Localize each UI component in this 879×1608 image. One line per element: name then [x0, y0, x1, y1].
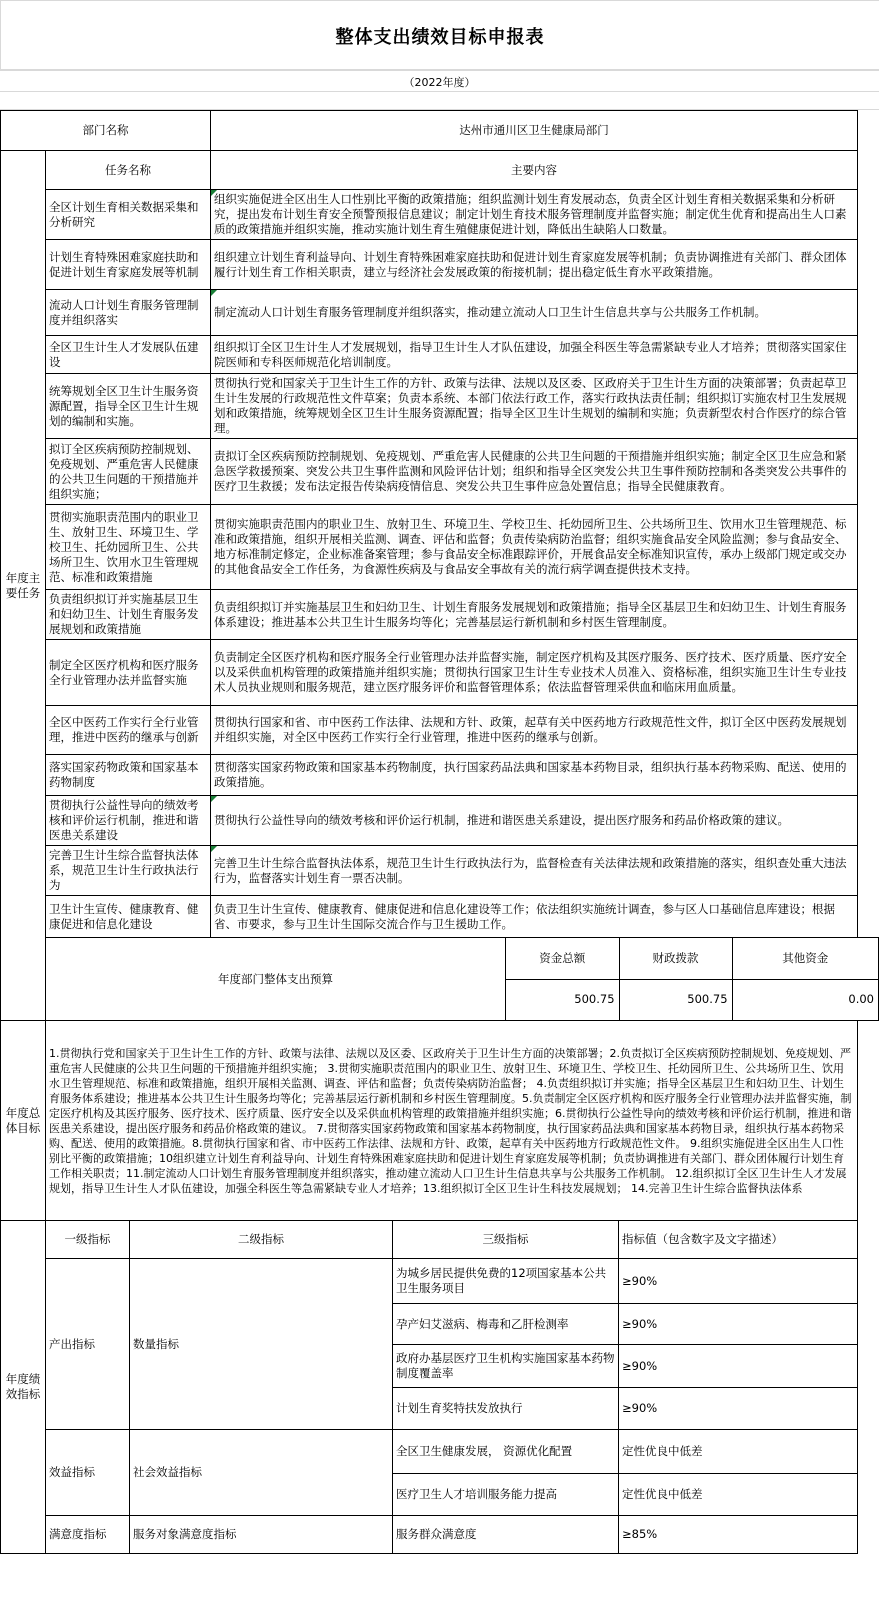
perf-satisfaction-level2: 服务对象满意度指标	[130, 1516, 393, 1554]
task-name: 全区卫生计生人才发展队伍建设	[46, 336, 211, 374]
overall-goal-text: 1.贯彻执行党和国家关于卫生计生工作的方针、政策与法律、法规以及区委、区政府关于卫生计生方面的决策部署；2.负责拟订全区疾病预防控制规划、免疫规划、严重危害人民健康的公共卫生问题的干预措施并组织实施； 3.贯彻实施职责范围内的职业卫生、放射卫生、环境卫生、学校卫生、托幼园所卫生、公共场所卫生、饮用水卫生管理规范、标准和政策措施，组织开展相关监测、调查、评估和监督；负责传染病防治监督； 4.负责组织拟订并实施；指导全区基层卫生和妇幼卫生、计划生育服务体系建设；推进基本公共卫生计生服务均等化；完善基层运行新机制和乡村医生管理制度。5.负责制定全区医疗机构和医疗服务全行业管理办法并监督实施，制定医疗机构及其医疗服务、医疗技术、医疗质量、医疗安全以及采供血机构管理的政策措施并组织实施；6.贯彻执行公益性导向的绩效考核和评价运行机制，推进和谐医患关系建设，提出医疗服务和药品价格政策的建议。 7.贯彻落实国家药物政策和国家基本药物制度，执行国家药品法典和国家基本药物目录，组织执行基本药物采购、配送、使用的政策措施。8.贯彻执行国家和省、市中医药工作法律、法规和方针、政策，起草有关中医药地方行政规范性文件。 9.组织实施促进全区出生人口性别比平衡的政策措施；10组织建立计划生育利益导向、计划生育特殊困难家庭扶助和促进计划生育家庭发展等机制；负责协调推进有关部门、群众团体履行计划生育工作相关职责；11.制定流动人口计划生育服务管理制度并组织落实，推动建立流动人口卫生计生信息共享与公共服务工作机制。 12.组织拟订全区卫生计生人才发展规划，指导卫生计生人才队伍建设，加强全科医生等急需紧缺专业人才培养；13.组织拟订全区卫生计生科技发展规划； 14.完善卫生计生综合监督执法体系	[46, 1021, 858, 1221]
perf-indicator: 孕产妇艾滋病、梅毒和乙肝检测率	[393, 1304, 619, 1345]
task-row	[1, 755, 879, 796]
task-content: 贯彻执行党和国家关于卫生计生工作的方针、政策与法律、法规以及区委、区政府关于卫生计生方面的决策部署；负责起草卫生计生发展的行政规范性文件草案；负责本系统、本部门依法行政工作，落实行政执法责任制；组织拟订实施农村卫生发展规划和政策措施，统筹规划全区卫生计生服务资源配置；指导全区卫生计生规划的编制和实施；负责新型农村合作医疗的综合管理。	[211, 374, 858, 439]
dept-value: 达州市通川区卫生健康局部门	[211, 111, 858, 151]
perf-output-level2: 数量指标	[130, 1259, 393, 1430]
budget-total-value: 500.75	[506, 979, 619, 1020]
task-content: 贯彻执行国家和省、市中医药工作法律、法规和方针、政策，起草有关中医药地方行政规范性文件，拟订全区中医药发展规划并组织实施，对全区中医药工作实行全行业管理，推进中医药的继承与创新。	[211, 706, 858, 755]
task-row	[1, 590, 879, 640]
task-name: 统筹规划全区卫生计生服务资源配置，指导全区卫生计生规划的编制和实施。	[46, 374, 211, 439]
perf-indicator: 全区卫生健康发展， 资源优化配置	[393, 1430, 619, 1474]
task-content: 完善卫生计生综合监督执法体系，规范卫生计生行政执法行为，监督检查有关法律法规和政策措施的落实，组织查处重大违法行为，监督落实计划生育一票否决制。	[211, 846, 858, 896]
task-content: 负责组织拟订并实施基层卫生和妇幼卫生、计划生育服务发展规划和政策措施；指导全区基层卫生和妇幼卫生、计划生育服务体系建设；推进基本公共卫生计生服务均等化；完善基层运行新机制和乡村医生管理制度。	[211, 590, 858, 640]
dept-row	[1, 111, 879, 151]
task-content: 组织实施促进全区出生人口性别比平衡的政策措施；组织监测计划生育发展动态，负责全区计划生育相关数据采集和分析研究，提出发布计划生育安全预警预报信息建议；制定计划生育技术服务管理制度并监督实施；制定优生优育和提高出生人口素质的政策措施并组织实施，推动实施计划生育生殖健康促进计划，降低出生缺陷人口数量。	[211, 190, 858, 240]
budget-figures	[506, 938, 879, 1021]
task-row	[1, 706, 879, 755]
task-row	[1, 896, 879, 938]
task-header: 任务名称	[46, 151, 211, 190]
perf-value: ≥90%	[619, 1388, 858, 1430]
task-row	[1, 190, 879, 240]
spacer-row	[0, 92, 879, 110]
perf-header-level1: 一级指标	[46, 1221, 130, 1259]
task-name: 流动人口计划生育服务管理制度并组织落实	[46, 290, 211, 336]
perf-benefit-level2: 社会效益指标	[130, 1430, 393, 1516]
year-row	[0, 70, 879, 92]
perf-header-level2: 二级指标	[130, 1221, 393, 1259]
form-title: 整体支出绩效目标申报表	[335, 27, 545, 48]
perf-indicator: 医疗卫生人才培训服务能力提高	[393, 1474, 619, 1516]
task-name: 全区计划生育相关数据采集和分析研究	[46, 190, 211, 240]
task-name: 完善卫生计生综合监督执法体系，规范卫生计生行政执法行为	[46, 846, 211, 896]
task-row	[1, 846, 879, 896]
task-content: 负责卫生计生宣传、健康教育、健康促进和信息化建设等工作；依法组织实施统计调查，参与区人口基础信息库建设；根据省、市要求，参与卫生计生国际交流合作与卫生援助工作。	[211, 896, 858, 938]
perf-indicator: 服务群众满意度	[393, 1516, 619, 1554]
task-content: 责拟订全区疾病预防控制规划、免疫规划、严重危害人民健康的公共卫生问题的干预措施并组织实施；制定全区卫生应急和紧急医学救援预案、突发公共卫生事件监测和风险评估计划；组织和指导全区突发公共卫生事件预防控制和各类突发公共事件的医疗卫生救援；发布法定报告传染病疫情信息、突发公共卫生事件应急处置信息；指导全民健康教育。	[211, 439, 858, 505]
task-row	[1, 374, 879, 439]
perf-header-value: 指标值（包含数字及文字描述）	[619, 1221, 858, 1259]
task-row	[1, 439, 879, 505]
budget-label: 年度部门整体支出预算	[46, 938, 506, 1021]
main-tasks-label: 年度主要任务	[1, 151, 46, 1021]
task-row	[1, 505, 879, 590]
task-name: 全区中医药工作实行全行业管理，推进中医药的继承与创新	[46, 706, 211, 755]
task-content: 组织建立计划生育利益导向、计划生育特殊困难家庭扶助和促进计划生育家庭发展等机制；负责协调推进有关部门、群众团体履行计划生育工作相关职责，建立与经济社会发展政策的衔接机制；提出稳定低生育水平政策措施。	[211, 240, 858, 290]
task-name: 拟订全区疾病预防控制规划、免疫规划、严重危害人民健康的公共卫生问题的干预措施并组织实施；	[46, 439, 211, 505]
form-year: （2022年度）	[403, 76, 476, 89]
form-title-cell	[0, 0, 879, 70]
perf-value: ≥90%	[619, 1345, 858, 1388]
perf-row	[1, 1259, 879, 1304]
overall-goal-row	[1, 1021, 879, 1221]
task-header-row	[1, 151, 879, 190]
task-content: 贯彻落实国家药物政策和国家基本药物制度，执行国家药品法典和国家基本药物目录，组织执行基本药物采购、配送、使用的政策措施。	[211, 755, 858, 796]
task-content: 贯彻执行公益性导向的绩效考核和评价运行机制，推进和谐医患关系建设，提出医疗服务和药品价格政策的建议。	[211, 796, 858, 846]
task-content: 负责制定全区医疗机构和医疗服务全行业管理办法并监督实施，制定医疗机构及其医疗服务、医疗技术、医疗质量、医疗安全以及采供血机构管理的政策措施并组织实施；贯彻执行国家卫生计生专业技术人员准入、资格标准，组织实施卫生计生专业技术人员执业规则和服务规范，建立医疗服务评价和监督管理体系；依法监督管理采供血和临床用血质量。	[211, 640, 858, 706]
budget-other-value: 0.00	[732, 979, 878, 1020]
budget-other-header: 其他资金	[732, 938, 878, 979]
task-row	[1, 290, 879, 336]
perf-header-level3: 三级指标	[393, 1221, 619, 1259]
perf-row	[1, 1430, 879, 1474]
budget-header-row	[506, 938, 878, 979]
budget-value-row	[506, 979, 878, 1020]
perf-value: 定性优良中低差	[619, 1474, 858, 1516]
task-name: 落实国家药物政策和国家基本药物制度	[46, 755, 211, 796]
perf-row	[1, 1516, 879, 1554]
task-row	[1, 640, 879, 706]
task-name: 贯彻执行公益性导向的绩效考核和评价运行机制，推进和谐医患关系建设	[46, 796, 211, 846]
perf-header-row	[1, 1221, 879, 1259]
task-content: 贯彻实施职责范围内的职业卫生、放射卫生、环境卫生、学校卫生、托幼园所卫生、公共场所卫生、饮用水卫生管理规范、标准和政策措施，组织开展相关监测、调查、评估和监督；负责传染病防治监督；组织实施食品安全风险监测；参与食品安全、地方标准制定修定，企业标准备案管理；参与食品安全标准跟踪评价，开展食品安全标准知识宣传，承办上级部门规定或交办的其他食品安全工作任务，为食源性疾病及与食品安全事故有关的流行病学调查提供技术支持。	[211, 505, 858, 590]
dept-label: 部门名称	[1, 111, 211, 151]
perf-value: ≥90%	[619, 1259, 858, 1304]
budget-row	[1, 938, 879, 1021]
perf-indicator: 计划生育奖特扶发放执行	[393, 1388, 619, 1430]
perf-benefit-level1: 效益指标	[46, 1430, 130, 1516]
perf-indicator: 政府办基层医疗卫生机构实施国家基本药物制度覆盖率	[393, 1345, 619, 1388]
task-name: 计划生育特殊困难家庭扶助和促进计划生育家庭发展等机制	[46, 240, 211, 290]
task-content: 组织拟订全区卫生计生人才发展规划，指导卫生计生人才队伍建设，加强全科医生等急需紧缺专业人才培养；贯彻落实国家住院医师和专科医师规范化培训制度。	[211, 336, 858, 374]
content-header: 主要内容	[211, 151, 858, 190]
perf-value: ≥85%	[619, 1516, 858, 1554]
budget-total-header: 资金总额	[506, 938, 619, 979]
perf-satisfaction-level1: 满意度指标	[46, 1516, 130, 1554]
perf-label: 年度绩效指标	[1, 1221, 46, 1554]
perf-indicator: 为城乡居民提供免费的12项国家基本公共卫生服务项目	[393, 1259, 619, 1304]
task-row	[1, 240, 879, 290]
task-name: 负责组织拟订并实施基层卫生和妇幼卫生、计划生育服务发展规划和政策措施	[46, 590, 211, 640]
perf-value: ≥90%	[619, 1304, 858, 1345]
task-name: 卫生计生宣传、健康教育、健康促进和信息化建设	[46, 896, 211, 938]
task-name: 贯彻实施职责范围内的职业卫生、放射卫生、环境卫生、学校卫生、托幼园所卫生、公共场所卫生、饮用水卫生管理规范、标准和政策措施	[46, 505, 211, 590]
budget-fiscal-header: 财政拨款	[619, 938, 732, 979]
task-row	[1, 336, 879, 374]
overall-goal-label: 年度总体目标	[1, 1021, 46, 1221]
perf-output-level1: 产出指标	[46, 1259, 130, 1430]
budget-fiscal-value: 500.75	[619, 979, 732, 1020]
perf-value: 定性优良中低差	[619, 1430, 858, 1474]
declaration-table	[0, 110, 879, 1554]
task-name: 制定全区医疗机构和医疗服务全行业管理办法并监督实施	[46, 640, 211, 706]
task-row	[1, 796, 879, 846]
task-content: 制定流动人口计划生育服务管理制度并组织落实，推动建立流动人口卫生计生信息共享与公共服务工作机制。	[211, 290, 858, 336]
budget-subtable	[506, 938, 878, 1020]
